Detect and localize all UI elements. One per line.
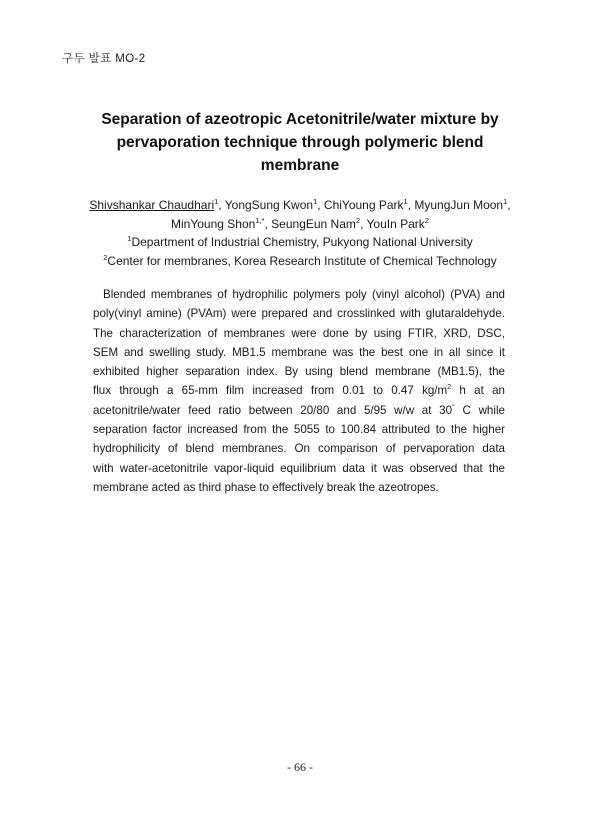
author-line bbox=[62, 215, 538, 234]
affiliation-text: Center for membranes, Korea Research Institute of Chemical Technology bbox=[107, 253, 497, 268]
affiliation-list bbox=[62, 233, 538, 270]
author-sup: 2 bbox=[424, 216, 429, 225]
paper-title bbox=[90, 108, 510, 177]
affiliation-sup: 1 bbox=[127, 234, 132, 243]
author-name: ChiYoung Park bbox=[323, 198, 404, 212]
author-separator: , bbox=[317, 198, 324, 212]
author-name: MyungJun Moon bbox=[414, 198, 504, 212]
author-separator: , bbox=[218, 198, 225, 212]
abstract-body bbox=[93, 285, 505, 497]
abstract-line: exhibited higher separation index. By using blend membrane (MB1.5), the bbox=[93, 365, 505, 379]
author-sup: 1,* bbox=[255, 216, 265, 225]
abstract-line bbox=[93, 401, 505, 420]
abstract-text: C while bbox=[454, 403, 505, 417]
abstract-text: acetonitrile/water feed ratio between 20/80 and 5/95 w/w at 30 bbox=[93, 403, 453, 417]
author-sup: 1 bbox=[313, 197, 318, 206]
presenting-author: Shivshankar Chaudhari bbox=[89, 198, 215, 212]
unit-superscript: 2 bbox=[447, 384, 452, 392]
abstract-line: SEM and swelling study. MB1.5 membrane was the best one in all since it bbox=[93, 345, 505, 359]
author-sup: 1 bbox=[214, 197, 219, 206]
abstract-line: membrane acted as third phase to effectively break the azeotropes. bbox=[93, 480, 439, 494]
abstract-text: h at an bbox=[451, 384, 505, 398]
author-separator: , bbox=[407, 198, 415, 212]
abstract-line: hydrophilicity of blend membranes. On comparison of pervaporation data bbox=[93, 442, 505, 456]
author-separator: , bbox=[360, 217, 367, 231]
session-tag: 구두 발표 MO-2 bbox=[62, 53, 146, 65]
abstract-line: The characterization of membranes were done by using FTIR, XRD, DSC, bbox=[93, 326, 505, 340]
affiliation-sup: 2 bbox=[103, 252, 108, 262]
author-line bbox=[62, 196, 538, 215]
title-line: pervaporation technique through polymeric blend bbox=[116, 134, 484, 151]
author-separator: , bbox=[507, 198, 511, 212]
author-name: YongSung Kwon bbox=[224, 198, 314, 212]
author-sup: 2 bbox=[355, 216, 361, 225]
author-name: YouIn Park bbox=[366, 217, 425, 231]
affiliation-text: Department of Industrial Chemistry, Pukyong National University bbox=[131, 235, 473, 249]
abstract-line: poly(vinyl amine) (PVAm) were prepared and crosslinked with glutaraldehyde. bbox=[93, 307, 505, 321]
abstract-line: separation factor increased from the 5055 to 100.84 attributed to the higher bbox=[93, 423, 505, 437]
author-sup: 1 bbox=[503, 197, 508, 206]
title-line: membrane bbox=[260, 157, 340, 174]
affiliation bbox=[62, 252, 538, 271]
page-number: - 66 - bbox=[287, 760, 313, 774]
degree-superscript: ° bbox=[452, 403, 455, 411]
abstract-line bbox=[93, 381, 505, 400]
abstract-text: flux through a 65-mm film increased from 0.01 to 0.47 kg/m bbox=[93, 384, 448, 398]
title-line: Separation of azeotropic Acetonitrile/water mixture by bbox=[101, 111, 499, 128]
author-name: SeungEun Nam bbox=[271, 217, 356, 231]
affiliation bbox=[62, 233, 538, 252]
abstract-line: with water-acetonitrile vapor-liquid equilibrium data it was observed that the bbox=[93, 461, 505, 475]
author-separator: , bbox=[264, 217, 272, 231]
author-list bbox=[62, 196, 538, 234]
author-name: MinYoung Shon bbox=[171, 217, 256, 231]
abstract-line: Blended membranes of hydrophilic polymers poly (vinyl alcohol) (PVA) and bbox=[103, 288, 505, 301]
author-sup: 1 bbox=[403, 197, 408, 206]
